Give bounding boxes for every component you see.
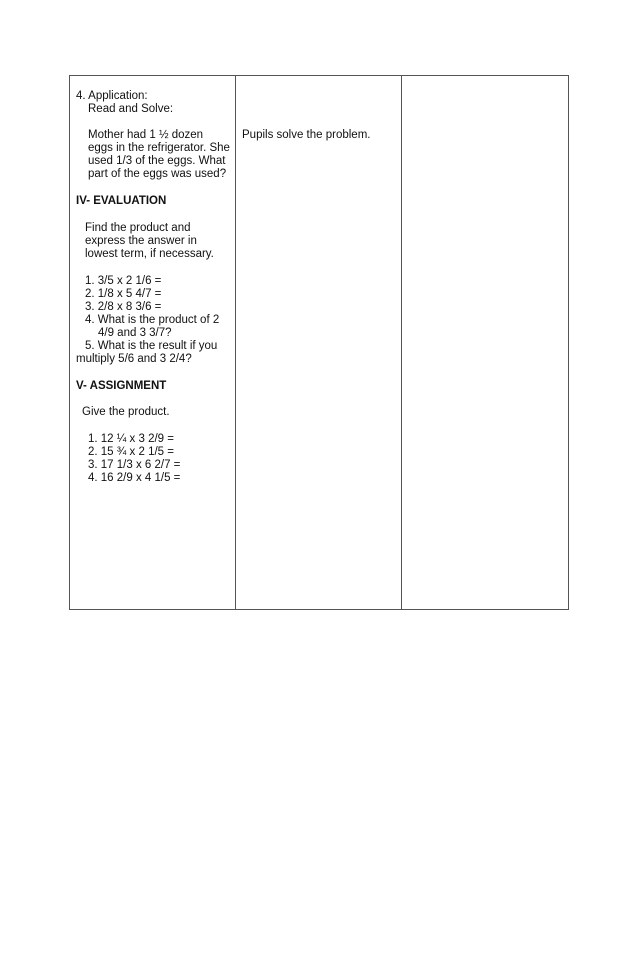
evaluation-item: 3. 2/8 x 8 3/6 = (85, 301, 162, 313)
teacher-activity-column (70, 76, 236, 609)
pupil-activity-text: Pupils solve the problem. (242, 129, 371, 141)
assignment-item: 2. 15 ¾ x 2 1/5 = (88, 446, 174, 458)
application-heading: 4. Application: (76, 90, 148, 102)
problem-line: eggs in the refrigerator. She (88, 142, 230, 154)
evaluation-instruction-line: lowest term, if necessary. (85, 248, 214, 260)
problem-line: part of the eggs was used? (88, 168, 227, 180)
evaluation-item: 2. 1/8 x 5 4/7 = (85, 288, 162, 300)
lesson-plan-table (69, 75, 569, 610)
read-solve-label: Read and Solve: (88, 103, 174, 115)
problem-line: Mother had 1 ½ dozen (88, 129, 204, 141)
evaluation-item: 5. What is the result if you (85, 340, 218, 352)
evaluation-item: 1. 3/5 x 2 1/6 = (85, 275, 162, 287)
problem-line: used 1/3 of the eggs. What (88, 155, 226, 167)
pupil-activity-column (236, 76, 402, 609)
remarks-column (402, 76, 568, 609)
evaluation-item: 4/9 and 3 3/7? (98, 327, 172, 339)
evaluation-instruction-line: Find the product and (85, 222, 191, 234)
assignment-heading: V- ASSIGNMENT (76, 380, 167, 392)
assignment-instruction: Give the product. (82, 406, 170, 418)
evaluation-item: multiply 5/6 and 3 2/4? (76, 353, 192, 365)
evaluation-item: 4. What is the product of 2 (85, 314, 220, 326)
assignment-item: 4. 16 2/9 x 4 1/5 = (88, 472, 181, 484)
assignment-item: 3. 17 1/3 x 6 2/7 = (88, 459, 181, 471)
evaluation-heading: IV- EVALUATION (76, 195, 167, 207)
assignment-item: 1. 12 ¼ x 3 2/9 = (88, 433, 174, 445)
evaluation-instruction-line: express the answer in (85, 235, 197, 247)
